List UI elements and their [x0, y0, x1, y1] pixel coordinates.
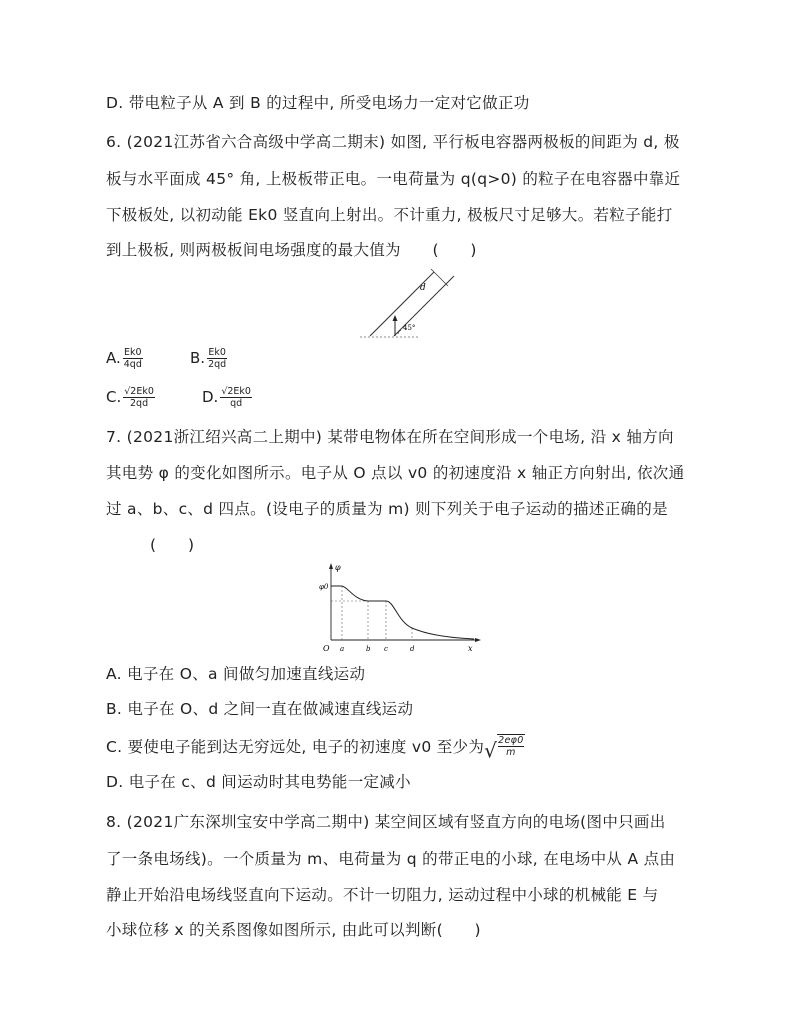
q7-stem-line3: 过 a、b、c、d 四点。(设电子的质量为 m) 则下列关于电子运动的描述正确的是 [106, 500, 668, 518]
q7-option-d: D. 电子在 c、d 间运动时其电势能一定减小 [106, 773, 411, 791]
tick-a: a [340, 645, 345, 653]
lower-plate [370, 272, 434, 336]
q7-stem-line2: 其电势 φ 的变化如图所示。电子从 O 点以 v0 的初速度沿 x 轴正方向射出, 依次通 [106, 464, 685, 482]
q6-stem-line1: 6. (2021江苏省六合高级中学高二期末) 如图, 平行板电容器两极板的间距为 d, 极 [106, 133, 680, 151]
q8-stem-line4: 小球位移 x 的关系图像如图所示, 由此可以判断( ) [106, 921, 481, 939]
q6-option-a: A. $\frac{Ek0}{4qd}$ [106, 347, 142, 370]
q6-option-c: C. $\frac{√2Ek0}{2qd}$ [106, 386, 154, 409]
q6-option-b: B. $\frac{Ek0}{2qd}$ [190, 347, 227, 370]
phi-axis-label: φ [335, 563, 341, 572]
origin-label: O [323, 644, 330, 653]
q8-stem-line2: 了一条电场线)。一个质量为 m、电荷量为 q 的带正电的小球, 在电场中从 A 点由 [106, 850, 676, 868]
q7-option-a: A. 电子在 O、a 间做匀加速直线运动 [106, 665, 366, 683]
q6-stem-line4: 到上极板, 则两极板间电场强度的最大值为 ( ) [106, 241, 477, 259]
q7-potential-graph [318, 560, 488, 655]
q5-option-d: D. 带电粒子从 A 到 B 的过程中, 所受电场力一定对它做正功 [106, 94, 530, 112]
q6-stem-line2: 板与水平面成 45° 角, 上极板带正电。一电荷量为 q(q>0) 的粒子在电容器中靠近 [106, 170, 681, 188]
plate-gap-label: d [420, 283, 426, 293]
sqrt-expression: √ $\frac{2e\varphi 0}{m}$ [484, 735, 524, 763]
q7-answer-bracket: ( ) [150, 536, 195, 554]
q8-stem-line3: 静止开始沿电场线竖直向下运动。不计一切阻力, 运动过程中小球的机械能 E 与 [106, 886, 659, 904]
q7-option-c: C. 要使电子能到达无穷远处, 电子的初速度 v0 至少为√ $\frac{2e\varphi 0}{m}$ [106, 735, 524, 763]
q7-option-b: B. 电子在 O、d 之间一直在做减速直线运动 [106, 700, 414, 718]
phi0-label: φ0 [319, 583, 329, 591]
q7-stem-line1: 7. (2021浙江绍兴高二上期中) 某带电物体在所在空间形成一个电场, 沿 x 轴方向 [106, 428, 674, 446]
tick-c: c [384, 645, 388, 653]
tick-d: d [410, 645, 415, 653]
angle-label: 45° [403, 324, 416, 332]
q6-option-d: D. $\frac{√2Ek0}{qd}$ [202, 386, 251, 409]
q8-stem-line1: 8. (2021广东深圳宝安中学高二期中) 某空间区域有竖直方向的电场(图中只画出 [106, 813, 666, 831]
q6-stem-line3: 下极板处, 以初动能 Ek0 竖直向上射出。不计重力, 极板尺寸足够大。若粒子能打 [106, 206, 673, 224]
potential-curve [331, 586, 474, 639]
x-axis-label: x [468, 644, 473, 653]
q6-capacitor-figure [360, 264, 460, 342]
tick-b: b [366, 645, 371, 653]
